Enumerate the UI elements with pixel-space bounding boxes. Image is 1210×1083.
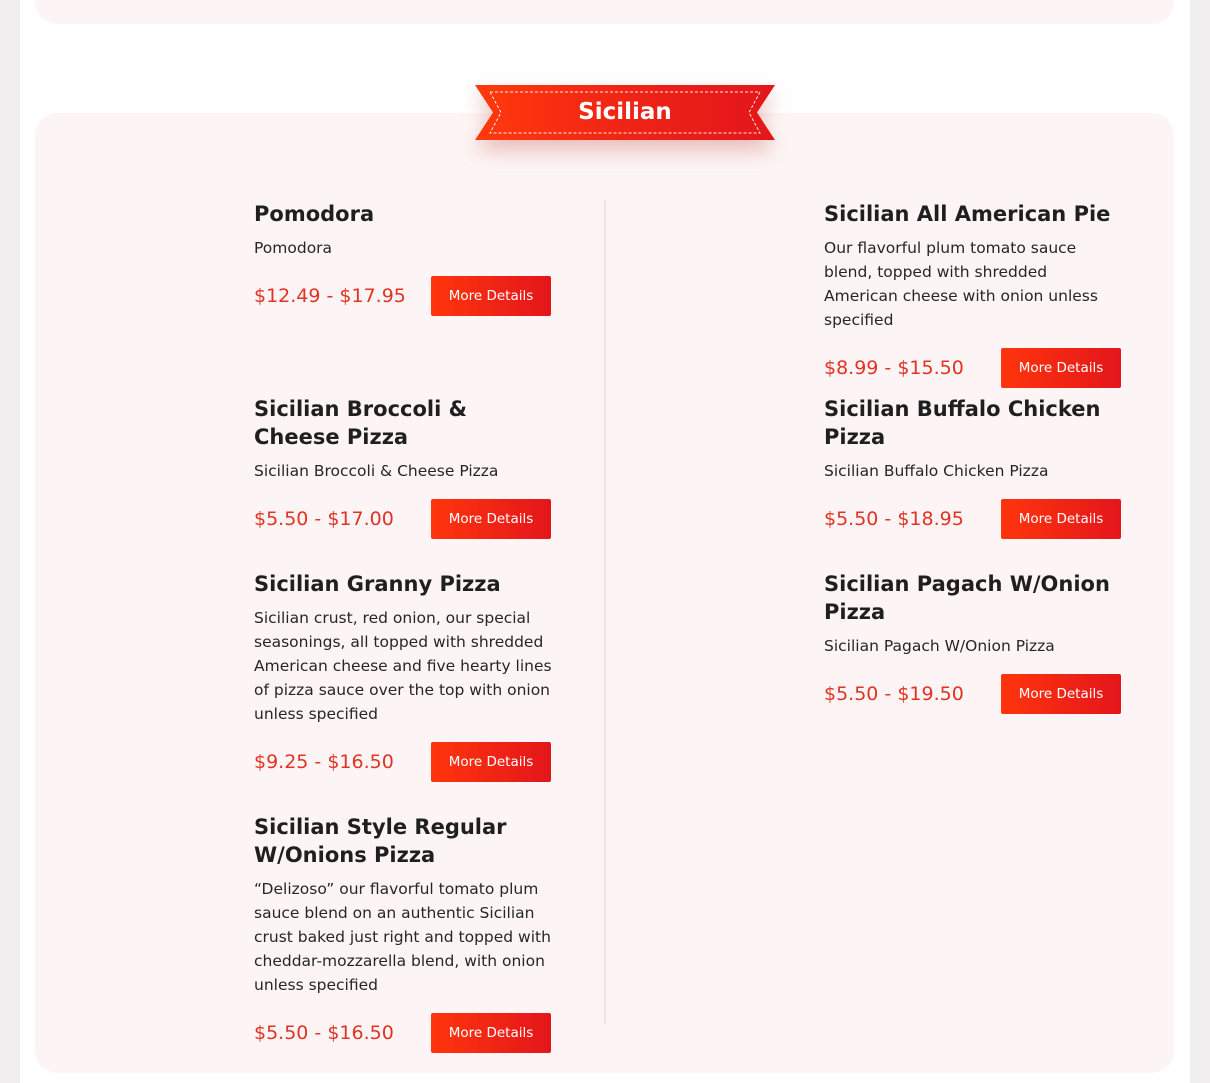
more-details-button[interactable]: More Details: [1001, 674, 1121, 714]
item-price-row: [254, 276, 554, 316]
item-name: Sicilian Granny Pizza: [254, 572, 501, 596]
more-details-button[interactable]: More Details: [431, 742, 551, 782]
section-title-ribbon: [475, 85, 775, 140]
section-title: Sicilian: [578, 99, 672, 125]
more-details-button[interactable]: More Details: [1001, 499, 1121, 539]
menu-item-sicilian-all-american-pie: [824, 200, 1124, 388]
item-description: Pomodora: [254, 239, 333, 257]
item-price: $12.49 - $17.95: [254, 285, 406, 307]
item-price: $5.50 - $17.00: [254, 508, 394, 530]
item-name: Sicilian Pagach W/Onion Pizza: [824, 572, 1110, 624]
previous-section-card: [35, 0, 1174, 24]
item-price-row: [824, 499, 1124, 539]
item-description: Sicilian Broccoli & Cheese Pizza: [254, 462, 499, 480]
item-price: $5.50 - $19.50: [824, 683, 964, 705]
item-description: Sicilian Pagach W/Onion Pizza: [824, 637, 1055, 655]
menu-item-sicilian-pagach-onion-pizza: [824, 570, 1124, 714]
more-details-button[interactable]: More Details: [431, 499, 551, 539]
item-price: $9.25 - $16.50: [254, 751, 394, 773]
column-divider: [604, 200, 606, 1024]
item-description: Sicilian Buffalo Chicken Pizza: [824, 462, 1049, 480]
item-name: Sicilian All American Pie: [824, 202, 1111, 226]
item-description: Our flavorful plum tomato sauce blend, topped with shredded American cheese with onion unless specified: [824, 239, 1098, 329]
item-name: Sicilian Buffalo Chicken Pizza: [824, 397, 1101, 449]
more-details-button[interactable]: More Details: [431, 276, 551, 316]
item-description: “Delizoso” our flavorful tomato plum sauce blend on an authentic Sicilian crust baked just right and topped with cheddar-mozzarella blend, with onion unless specified: [254, 880, 551, 994]
item-name: Sicilian Style Regular W/Onions Pizza: [254, 815, 507, 867]
menu-item-pomodora: [254, 200, 554, 316]
item-price: $5.50 - $16.50: [254, 1022, 394, 1044]
menu-item-sicilian-granny-pizza: [254, 570, 554, 782]
item-price: $5.50 - $18.95: [824, 508, 964, 530]
item-price-row: [254, 1013, 554, 1053]
item-name: Pomodora: [254, 202, 375, 226]
page-content: [20, 0, 1190, 1083]
item-price-row: [824, 674, 1124, 714]
menu-item-sicilian-buffalo-chicken-pizza: [824, 395, 1124, 539]
more-details-button[interactable]: More Details: [1001, 348, 1121, 388]
item-name: Sicilian Broccoli & Cheese Pizza: [254, 397, 467, 449]
item-price: $8.99 - $15.50: [824, 357, 964, 379]
menu-item-sicilian-style-regular-onions-pizza: [254, 813, 554, 1053]
item-price-row: [254, 499, 554, 539]
more-details-button[interactable]: More Details: [431, 1013, 551, 1053]
menu-item-sicilian-broccoli-cheese-pizza: [254, 395, 554, 539]
item-price-row: [254, 742, 554, 782]
item-price-row: [824, 348, 1124, 388]
item-description: Sicilian crust, red onion, our special seasonings, all topped with shredded American cheese and five hearty lines of pizza sauce over the top with onion unless specified: [254, 609, 552, 723]
